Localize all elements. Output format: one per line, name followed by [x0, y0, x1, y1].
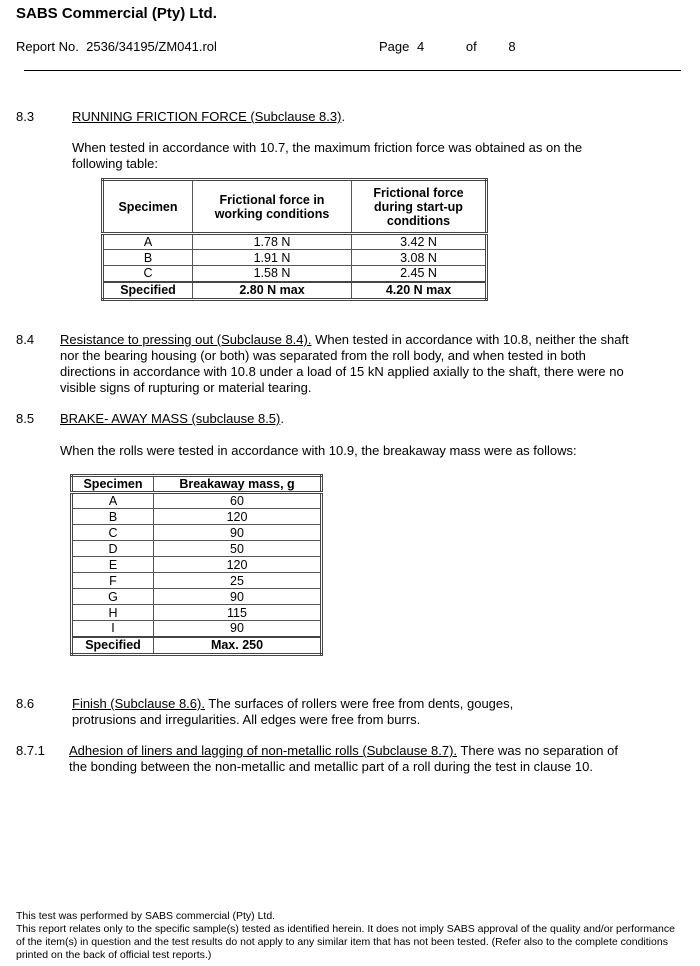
- text-line: When tested in accordance with 10.7, the maximum friction force was obtained as on the: [72, 140, 583, 155]
- table-row: [72, 557, 322, 573]
- section-number-8-5: 8.5: [16, 411, 35, 426]
- section-heading: BRAKE- AWAY MASS (subclause 8.5): [60, 411, 281, 426]
- cell: D: [72, 541, 154, 557]
- cell: E: [72, 557, 154, 573]
- text-line: protrusions and irregularities. All edges were free from burrs.: [72, 712, 421, 727]
- col-header-specimen: Specimen: [103, 180, 193, 234]
- heading-suffix: .: [341, 109, 346, 124]
- heading-suffix: .: [280, 411, 284, 426]
- cell: 2.45 N: [352, 266, 487, 282]
- cell: 90: [154, 525, 322, 541]
- company-name: SABS Commercial (Pty) Ltd.: [16, 5, 217, 22]
- cell: A: [103, 234, 193, 250]
- col-header-specimen: Specimen: [72, 476, 154, 493]
- section-text-8-3: [72, 140, 672, 172]
- section-heading: Finish (Subclause 8.6).: [72, 696, 205, 711]
- cell: 120: [154, 557, 322, 573]
- of-label: of: [465, 39, 477, 54]
- table-row: [72, 589, 322, 605]
- text-line: The surfaces of rollers were free from dents, gouges,: [204, 696, 514, 711]
- text-line: directions in accordance with 10.8 under a load of 15 kN applied axially to the shaft, there were no: [60, 364, 624, 379]
- cell: 90: [154, 589, 322, 605]
- cell: Max. 250: [154, 637, 322, 655]
- cell: 3.08 N: [352, 250, 487, 266]
- text-line: There was no separation of: [457, 743, 618, 758]
- cell: 2.80 N max: [193, 282, 352, 300]
- section-number-8-6: 8.6: [16, 696, 35, 711]
- section-text-8-7-1: [69, 743, 689, 775]
- page-current: 4: [417, 39, 425, 54]
- table-row: [72, 573, 322, 589]
- table-row: [72, 541, 322, 557]
- section-title-8-3: [72, 109, 345, 125]
- cell: A: [72, 493, 154, 509]
- page-info: [379, 39, 516, 54]
- section-number-8-4: 8.4: [16, 332, 35, 347]
- page-label: Page: [379, 39, 410, 54]
- cell: G: [72, 589, 154, 605]
- cell: 1.58 N: [193, 266, 352, 282]
- col-header-startup: Frictional force during start-up conditions: [352, 180, 487, 234]
- cell: 50: [154, 541, 322, 557]
- specified-row: [103, 282, 487, 300]
- report-number-value: 2536/34195/ZM041.rol: [86, 39, 217, 54]
- table-row: [72, 509, 322, 525]
- text-line: the bonding between the non-metallic and metallic part of a roll during the test in clause 10.: [69, 759, 593, 774]
- table-row: [72, 621, 322, 637]
- cell: C: [103, 266, 193, 282]
- header-divider: [24, 70, 681, 71]
- cell: 120: [154, 509, 322, 525]
- report-label: Report No.: [16, 39, 79, 54]
- section-text-8-5: When the rolls were tested in accordance with 10.9, the breakaway mass were as follows:: [60, 443, 577, 458]
- section-number-8-7-1: 8.7.1: [16, 743, 45, 758]
- footer-disclaimer: [16, 910, 686, 962]
- cell: H: [72, 605, 154, 621]
- cell: 3.42 N: [352, 234, 487, 250]
- section-heading: RUNNING FRICTION FORCE (Subclause 8.3): [72, 109, 342, 124]
- section-number-8-3: 8.3: [16, 109, 35, 124]
- table-row: [72, 493, 322, 509]
- cell: 115: [154, 605, 322, 621]
- table-row: [72, 525, 322, 541]
- cell: B: [72, 509, 154, 525]
- friction-force-table: [101, 178, 488, 301]
- cell: 25: [154, 573, 322, 589]
- footer-line: This test was performed by SABS commercial (Pty) Ltd.: [16, 910, 276, 922]
- section-heading: Adhesion of liners and lagging of non-metallic rolls (Subclause 8.7).: [69, 743, 458, 758]
- cell: F: [72, 573, 154, 589]
- table-row: [103, 250, 487, 266]
- col-header-working: Frictional force in working conditions: [193, 180, 352, 234]
- specified-row: [72, 637, 322, 655]
- cell: 1.78 N: [193, 234, 352, 250]
- cell: 60: [154, 493, 322, 509]
- text-line: visible signs of rupturing or material tearing.: [60, 380, 312, 395]
- cell: 90: [154, 621, 322, 637]
- cell: Specified: [72, 637, 154, 655]
- col-header-mass: Breakaway mass, g: [154, 476, 322, 493]
- section-heading: Resistance to pressing out (Subclause 8.4).: [60, 332, 312, 347]
- section-text-8-6: [72, 696, 682, 728]
- cell: C: [72, 525, 154, 541]
- table-row: [103, 266, 487, 282]
- footer-line: This report relates only to the specific sample(s) tested as identified herein. It does not imply SABS approval of the quality and/or performance of the item(s) in question and the test results do not apply to any similar item that has not been tested. (Refer also to the complete conditions printed on the back of official test reports.): [16, 923, 675, 961]
- cell: I: [72, 621, 154, 637]
- page-total: 8: [508, 39, 516, 54]
- report-number: [16, 39, 217, 54]
- cell: Specified: [103, 282, 193, 300]
- section-title-8-5: [60, 411, 284, 427]
- text-line: nor the bearing housing (or both) was separated from the roll body, and when tested in both: [60, 348, 586, 363]
- table-row: [72, 605, 322, 621]
- text-line: When tested in accordance with 10.8, neither the shaft: [311, 332, 629, 347]
- cell: 4.20 N max: [352, 282, 487, 300]
- section-text-8-4: [60, 332, 690, 396]
- cell: 1.91 N: [193, 250, 352, 266]
- table-row: [103, 234, 487, 250]
- text-line: following table:: [72, 156, 158, 171]
- breakaway-mass-table: [70, 474, 323, 656]
- cell: B: [103, 250, 193, 266]
